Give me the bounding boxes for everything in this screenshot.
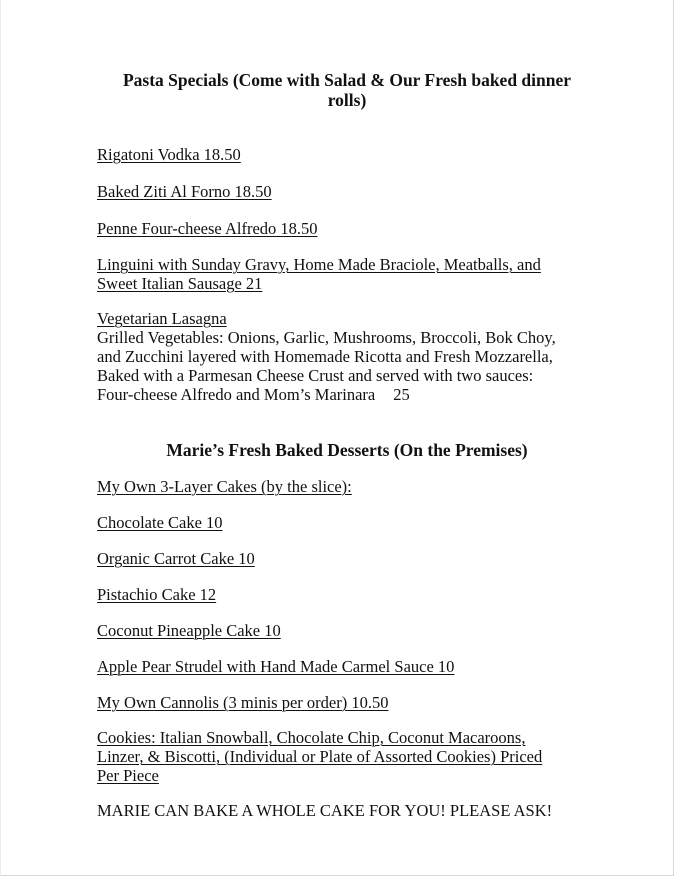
lasagna-price: 25: [393, 385, 410, 404]
cookies-line2: Linzer, & Biscotti, (Individual or Plate of Assorted Cookies) Priced: [97, 747, 543, 766]
menu-item-lasagna: [97, 309, 597, 404]
dessert-item-coconut-pineapple-cake: Coconut Pineapple Cake 10: [97, 621, 281, 640]
menu-item-rigatoni: Rigatoni Vodka 18.50: [97, 145, 241, 164]
menu-item-penne: Penne Four-cheese Alfredo 18.50: [97, 219, 318, 238]
lasagna-desc-line1: Grilled Vegetables: Onions, Garlic, Mushrooms, Broccoli, Bok Choy,: [97, 328, 556, 347]
lasagna-desc-line4-text: Four-cheese Alfredo and Mom’s Marinara: [97, 385, 376, 404]
menu-item-linguini: [97, 255, 597, 293]
linguini-line1: Linguini with Sunday Gravy, Home Made Braciole, Meatballs, and: [97, 255, 541, 274]
menu-item-ziti: Baked Ziti Al Forno 18.50: [97, 182, 272, 201]
closing-note: MARIE CAN BAKE A WHOLE CAKE FOR YOU! PLEASE ASK!: [97, 801, 553, 820]
desserts-section-title: Marie’s Fresh Baked Desserts (On the Premises): [166, 440, 528, 460]
dessert-item-carrot-cake: Organic Carrot Cake 10: [97, 549, 255, 568]
lasagna-desc-line2: and Zucchini layered with Homemade Ricotta and Fresh Mozzarella,: [97, 347, 553, 366]
lasagna-desc-line4: [97, 385, 597, 404]
dessert-item-strudel: Apple Pear Strudel with Hand Made Carmel Sauce 10: [97, 657, 455, 676]
cookies-line1: Cookies: Italian Snowball, Chocolate Chip, Coconut Macaroons,: [97, 728, 526, 747]
dessert-item-cannolis: My Own Cannolis (3 minis per order) 10.50: [97, 693, 389, 712]
pasta-title-line1: Pasta Specials (Come with Salad & Our Fresh baked dinner: [122, 70, 572, 90]
lasagna-desc-line3: Baked with a Parmesan Cheese Crust and served with two sauces:: [97, 366, 534, 385]
dessert-item-layer-cakes: My Own 3-Layer Cakes (by the slice):: [97, 477, 352, 496]
menu-page: [97, 70, 597, 820]
dessert-item-cookies: [97, 728, 597, 785]
lasagna-title: Vegetarian Lasagna: [97, 309, 227, 328]
pasta-section-title: [97, 70, 597, 110]
dessert-item-chocolate-cake: Chocolate Cake 10: [97, 513, 223, 532]
cookies-line3: Per Piece: [97, 766, 159, 785]
pasta-title-line2: rolls): [327, 90, 367, 110]
dessert-item-pistachio-cake: Pistachio Cake 12: [97, 585, 217, 604]
linguini-line2: Sweet Italian Sausage 21: [97, 274, 263, 293]
